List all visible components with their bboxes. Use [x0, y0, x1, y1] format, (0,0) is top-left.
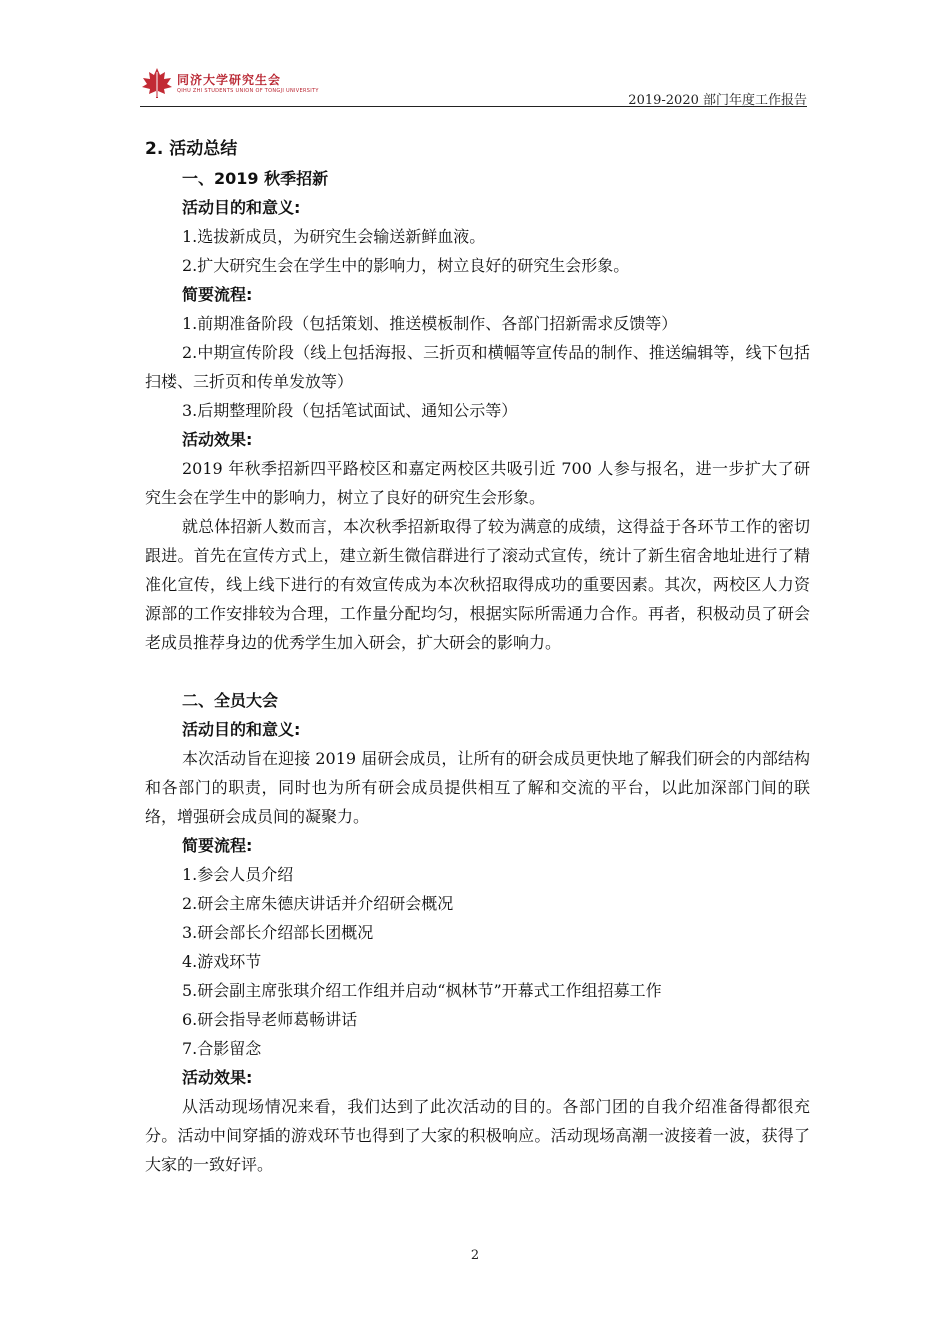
- part2-process-heading: 简要流程:: [182, 836, 253, 855]
- logo: [140, 66, 319, 102]
- page-number: 2: [470, 1248, 480, 1263]
- list-item: 6.研会指导老师葛畅讲话: [182, 1010, 358, 1029]
- header-divider: [140, 106, 807, 107]
- part2-effect-heading: 活动效果:: [182, 1068, 253, 1087]
- part1-effect-heading: 活动效果:: [182, 430, 253, 449]
- part1-title: 一、2019 秋季招新: [182, 169, 329, 188]
- body-paragraph: 2019 年秋季招新四平路校区和嘉定两校区共吸引近 700 人参与报名，进一步扩大了研究生会在学生中的影响力，树立了良好的研究生会形象。: [145, 459, 810, 507]
- list-item: 3.后期整理阶段（包括笔试面试、通知公示等）: [182, 401, 518, 420]
- report-title: 2019-2020 部门年度工作报告: [628, 93, 807, 108]
- document-body: [145, 134, 810, 1179]
- list-item: 2.扩大研究生会在学生中的影响力，树立良好的研究生会形象。: [182, 256, 630, 275]
- part1-process-heading: 简要流程:: [182, 285, 253, 304]
- body-paragraph: 就总体招新人数而言，本次秋季招新取得了较为满意的成绩，这得益于各环节工作的密切跟进。首先在宣传方式上，建立新生微信群进行了滚动式宣传，统计了新生宿舍地址进行了精准化宣传，线上线下进行的有效宣传成为本次秋招取得成功的重要因素。其次，两校区人力资源部的工作安排较为合理，工作量分配均匀，根据实际所需通力合作。再者，积极动员了研会老成员推荐身边的优秀学生加入研会，扩大研会的影响力。: [145, 517, 810, 652]
- logo-subtitle: QIHU ZHI STUDENTS UNION OF TONGJI UNIVERSITY: [177, 88, 319, 94]
- list-item: 2.研会主席朱德庆讲话并介绍研会概况: [182, 894, 454, 913]
- list-item: 2.中期宣传阶段（线上包括海报、三折页和横幅等宣传品的制作、推送编辑等，线下包括扫楼、三折页和传单发放等）: [145, 343, 810, 391]
- spacer: [145, 657, 810, 686]
- part2-purpose-heading: 活动目的和意义:: [182, 720, 301, 739]
- page-header: [0, 0, 950, 110]
- list-item: 1.前期准备阶段（包括策划、推送模板制作、各部门招新需求反馈等）: [182, 314, 678, 333]
- part1-purpose-heading: 活动目的和意义:: [182, 198, 301, 217]
- section-title: 2. 活动总结: [145, 139, 238, 159]
- list-item: 4.游戏环节: [182, 952, 262, 971]
- list-item: 3.研会部长介绍部长团概况: [182, 923, 374, 942]
- list-item: 5.研会副主席张琪介绍工作组并启动“枫林节”开幕式工作组招募工作: [182, 981, 662, 1000]
- list-item: 7.合影留念: [182, 1039, 262, 1058]
- list-item: 1.参会人员介绍: [182, 865, 294, 884]
- logo-name: 同济大学研究生会: [177, 73, 282, 87]
- list-item: 1.选拔新成员，为研究生会输送新鲜血液。: [182, 227, 486, 246]
- part2-title: 二、全员大会: [182, 691, 279, 710]
- maple-leaf-icon: [140, 66, 174, 100]
- body-paragraph: 本次活动旨在迎接 2019 届研会成员，让所有的研会成员更快地了解我们研会的内部结构和各部门的职责，同时也为所有研会成员提供相互了解和交流的平台，以此加深部门间的联络，增强研会成员间的凝聚力。: [145, 749, 810, 826]
- body-paragraph: 从活动现场情况来看，我们达到了此次活动的目的。各部门团的自我介绍准备得都很充分。活动中间穿插的游戏环节也得到了大家的积极响应。活动现场高潮一波接着一波，获得了大家的一致好评。: [145, 1097, 810, 1174]
